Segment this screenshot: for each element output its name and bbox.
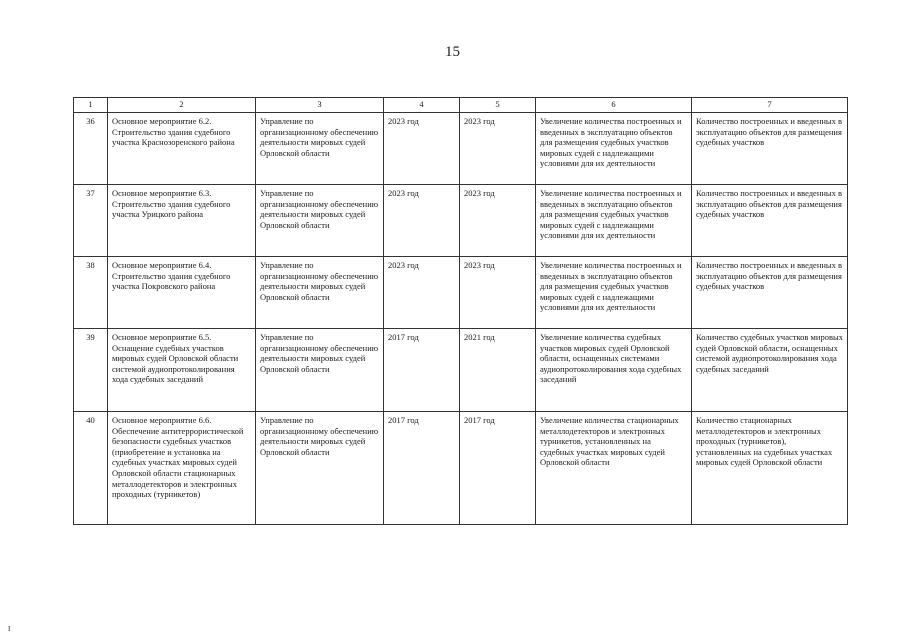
start-year-cell: 2023 год: [384, 257, 460, 329]
start-year-cell: 2017 год: [384, 329, 460, 412]
indicator-cell: Количество построенных и введенных в эксплуатацию объектов для размещения судебных участков: [692, 185, 848, 257]
table-row: [74, 329, 848, 412]
result-cell: Увеличение количества построенных и введенных в эксплуатацию объектов для размещения судебных участков мировых судей с надлежащими условиями для их деятельности: [536, 257, 692, 329]
table-row: [74, 113, 848, 185]
column-header: 2: [108, 98, 256, 113]
executor-cell: Управление по организационному обеспечению деятельности мировых судей Орловской области: [256, 329, 384, 412]
measure-cell: Основное мероприятие 6.6. Обеспечение антитеррористической безопасности судебных участков (приобретение и установка на судебных участках мировых судей Орловской области стационарных металлодетекторов и электронных проходных (турникетов): [108, 412, 256, 525]
end-year-cell: 2023 год: [460, 257, 536, 329]
margin-mark: I: [8, 625, 11, 633]
table-row: [74, 412, 848, 525]
executor-cell: Управление по организационному обеспечению деятельности мировых судей Орловской области: [256, 257, 384, 329]
end-year-cell: 2023 год: [460, 113, 536, 185]
measure-cell: Основное мероприятие 6.4. Строительство здания судебного участка Покровского района: [108, 257, 256, 329]
column-header: 4: [384, 98, 460, 113]
result-cell: Увеличение количества стационарных металлодетекторов и электронных турникетов, установленных на судебных участках мировых судей Орловской области: [536, 412, 692, 525]
column-header: 3: [256, 98, 384, 113]
row-number: 36: [74, 113, 108, 185]
page-number: 15: [445, 44, 460, 60]
row-number: 38: [74, 257, 108, 329]
measure-cell: Основное мероприятие 6.3. Строительство здания судебного участка Урицкого района: [108, 185, 256, 257]
column-header: 1: [74, 98, 108, 113]
measures-table: [73, 97, 848, 525]
end-year-cell: 2017 год: [460, 412, 536, 525]
end-year-cell: 2021 год: [460, 329, 536, 412]
column-header: 5: [460, 98, 536, 113]
row-number: 40: [74, 412, 108, 525]
result-cell: Увеличение количества построенных и введенных в эксплуатацию объектов для размещения судебных участков мировых судей с надлежащими условиями для их деятельности: [536, 113, 692, 185]
result-cell: Увеличение количества судебных участков мировых судей Орловской области, оснащенных системами аудиопротоколирования хода судебных заседаний: [536, 329, 692, 412]
row-number: 39: [74, 329, 108, 412]
start-year-cell: 2023 год: [384, 185, 460, 257]
end-year-cell: 2023 год: [460, 185, 536, 257]
start-year-cell: 2017 год: [384, 412, 460, 525]
executor-cell: Управление по организационному обеспечению деятельности мировых судей Орловской области: [256, 412, 384, 525]
table-row: [74, 185, 848, 257]
column-header: 7: [692, 98, 848, 113]
indicator-cell: Количество судебных участков мировых судей Орловской области, оснащенных системой аудиопротоколирования хода судебных заседаний: [692, 329, 848, 412]
indicator-cell: Количество стационарных металлодетекторов и электронных проходных (турникетов), установленных на судебных участках мировых судей Орловской области: [692, 412, 848, 525]
indicator-cell: Количество построенных и введенных в эксплуатацию объектов для размещения судебных участков: [692, 257, 848, 329]
result-cell: Увеличение количества построенных и введенных в эксплуатацию объектов для размещения судебных участков мировых судей с надлежащими условиями для их деятельности: [536, 185, 692, 257]
measure-cell: Основное мероприятие 6.5. Оснащение судебных участков мировых судей Орловской области системой аудиопротоколирования хода судебных заседаний: [108, 329, 256, 412]
row-number: 37: [74, 185, 108, 257]
header-row: [74, 98, 848, 113]
executor-cell: Управление по организационному обеспечению деятельности мировых судей Орловской области: [256, 113, 384, 185]
start-year-cell: 2023 год: [384, 113, 460, 185]
measure-cell: Основное мероприятие 6.2. Строительство здания судебного участка Краснозоренского района: [108, 113, 256, 185]
indicator-cell: Количество построенных и введенных в эксплуатацию объектов для размещения судебных участков: [692, 113, 848, 185]
executor-cell: Управление по организационному обеспечению деятельности мировых судей Орловской области: [256, 185, 384, 257]
table-row: [74, 257, 848, 329]
column-header: 6: [536, 98, 692, 113]
